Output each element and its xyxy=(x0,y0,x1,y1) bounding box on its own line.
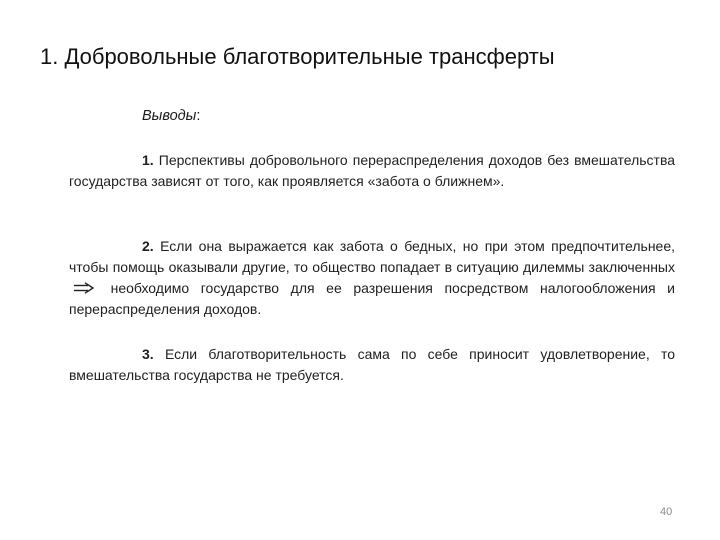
point-3-number: 3. xyxy=(142,346,154,362)
conclusions-label: Выводы xyxy=(142,108,197,124)
conclusions-colon: : xyxy=(196,108,201,124)
slide-title: 1. Добровольные благотворительные трансферты xyxy=(40,44,555,69)
point-3-text: Если благотворительность сама по себе приносит удовлетворение, то вмешательства государства не требуется. xyxy=(69,346,676,383)
conclusion-point-2 xyxy=(69,236,675,320)
point-2-text-after: необходимо государство для ее разрешения посредством налогообложения и перераспределения доходов. xyxy=(69,280,675,317)
point-1-number: 1. xyxy=(142,152,154,168)
point-2-number: 2. xyxy=(142,238,154,254)
point-2-text-before: Если она выражается как забота о бедных, но при этом предпочтительнее, чтобы помощь оказывали другие, то общество попадает в ситуацию дилеммы заключенных xyxy=(69,238,676,275)
conclusion-point-3 xyxy=(69,344,675,386)
double-arrow-right-icon xyxy=(73,282,95,294)
conclusion-point-1 xyxy=(69,150,675,192)
page-number: 40 xyxy=(660,506,673,518)
point-1-text: Перспективы добровольного перераспределения доходов без вмешательства государства зависят от того, как проявляется «забота о ближнем». xyxy=(69,152,676,189)
conclusions-heading xyxy=(142,106,200,126)
